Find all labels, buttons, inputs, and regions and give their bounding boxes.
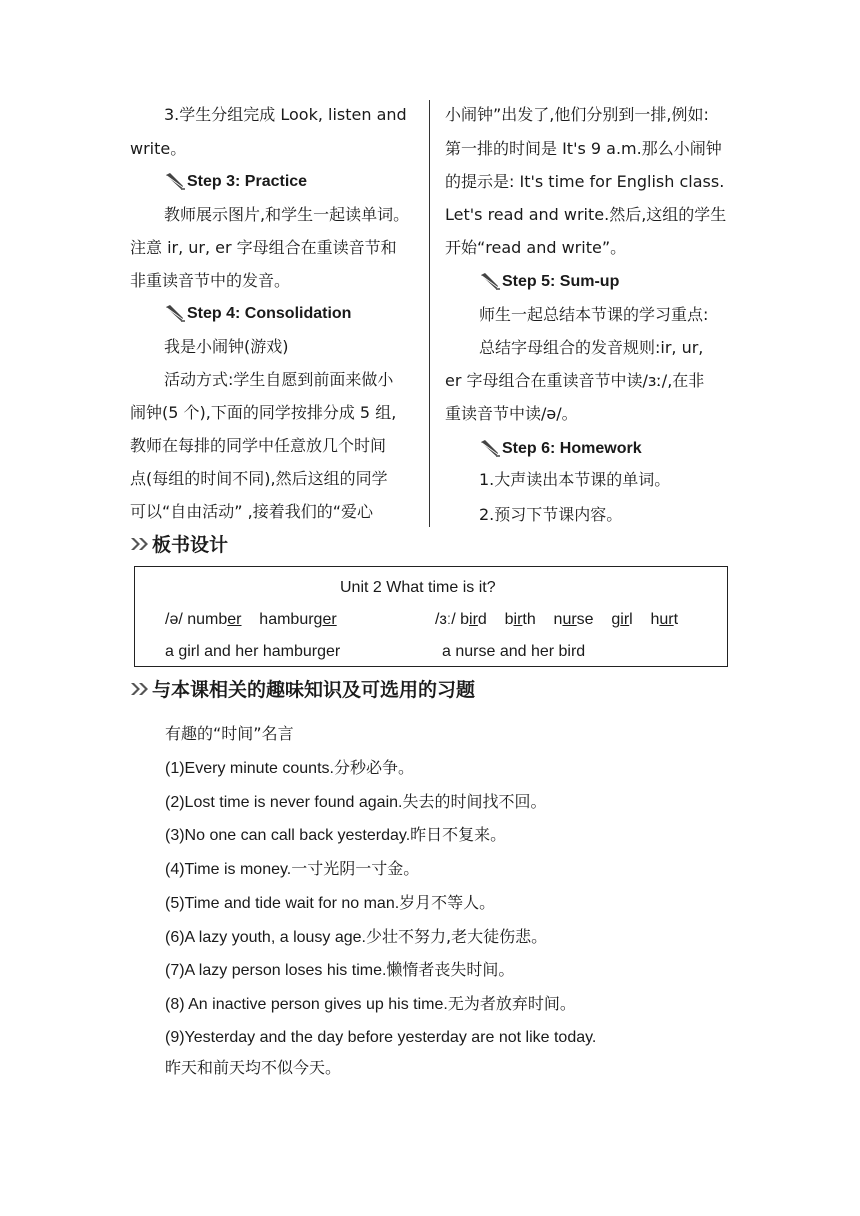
quote-item: (3)No one can call back yesterday.昨日不复来。 [165, 825, 507, 844]
step6-heading [479, 438, 642, 460]
quote-item: (5)Time and tide wait for no man.岁月不等人。 [165, 893, 496, 912]
text-line: 开始“read and write”。 [445, 238, 627, 257]
text-line: 点(每组的时间不同),然后这组的同学 [130, 469, 388, 488]
text-line: 第一排的时间是 It's 9 a.m.那么小闹钟 [445, 139, 722, 158]
text-line: er 字母组合在重读音节中读/ɜː/,在非 [445, 371, 705, 390]
text-line: 闹钟(5 个),下面的同学按排分成 5 组, [130, 403, 397, 422]
text-line: 重读音节中读/ə/。 [445, 404, 578, 423]
board-section-label: 板书设计 [152, 534, 229, 556]
word-hamburger: hamburger [259, 611, 337, 628]
quote-translation: 昨天和前天均不似今天。 [165, 1058, 342, 1077]
word-bird: bird [460, 611, 487, 628]
text-line: 注意 ir, ur, er 字母组合在重读音节和 [130, 238, 397, 257]
text-line: 的提示是: It's time for English class. [445, 172, 725, 191]
text-line: 师生一起总结本节课的学习重点: [479, 305, 709, 324]
word-number: number [187, 611, 242, 628]
step5-label: Step 5: Sum-up [502, 273, 620, 290]
word-birth: birth [504, 611, 536, 628]
phrase-left: a girl and her hamburger [165, 643, 341, 660]
schwa-row [165, 610, 337, 630]
text-line: 教师在每排的同学中任意放几个时间 [130, 436, 387, 455]
quote-item: (6)A lazy youth, a lousy age.少壮不努力,老大徒伤悲。 [165, 927, 548, 946]
pen-icon [479, 272, 501, 290]
text-line: Let's read and write.然后,这组的学生 [445, 205, 727, 224]
text-line: 非重读音节中的发音。 [130, 271, 291, 290]
step3-heading [164, 171, 307, 193]
text-line: 我是小闹钟(游戏) [164, 337, 289, 356]
chevron-double-icon [130, 682, 150, 696]
fun-intro: 有趣的“时间”名言 [165, 724, 294, 743]
text-line: 教师展示图片,和学生一起读单词。 [164, 205, 410, 224]
word-girl: girl [611, 611, 633, 628]
quote-item: (9)Yesterday and the day before yesterday are not like today. [165, 1029, 597, 1046]
word-nurse: nurse [553, 611, 594, 628]
quote-item: (4)Time is money.一寸光阴一寸金。 [165, 859, 420, 878]
text-line: 可以“自由活动” ,接着我们的“爱心 [130, 502, 374, 521]
text-line: 活动方式:学生自愿到前面来做小 [164, 370, 394, 389]
er-row [435, 610, 678, 630]
pen-icon [164, 304, 186, 322]
step6-label: Step 6: Homework [502, 440, 642, 457]
step5-heading [479, 271, 619, 293]
board-title: Unit 2 What time is it? [340, 579, 496, 596]
quote-item: (8) An inactive person gives up his time.无为者放弃时间。 [165, 994, 576, 1013]
pen-icon [164, 172, 186, 190]
step4-label: Step 4: Consolidation [187, 305, 352, 322]
quote-item: (1)Every minute counts.分秒必争。 [165, 758, 414, 777]
text-line: 总结字母组合的发音规则:ir, ur, [479, 338, 704, 357]
step3-label: Step 3: Practice [187, 173, 308, 190]
quote-item: (7)A lazy person loses his time.懒惰者丧失时间。 [165, 960, 515, 979]
phonetic-symbol: /ɜː/ [435, 611, 456, 628]
text-line: write。 [130, 139, 187, 158]
fun-section-label: 与本课相关的趣味知识及可选用的习题 [152, 679, 476, 701]
quote-item: (2)Lost time is never found again.失去的时间找不回。 [165, 792, 547, 811]
text-line: 3.学生分组完成 Look, listen and [164, 105, 407, 124]
phonetic-symbol: /ə/ [165, 611, 183, 628]
board-design-box [134, 566, 728, 667]
column-divider [429, 100, 430, 527]
fun-section-title [130, 678, 475, 702]
phrase-right: a nurse and her bird [442, 643, 586, 660]
step4-heading [164, 303, 351, 325]
word-hurt: hurt [650, 611, 679, 628]
chevron-double-icon [130, 537, 150, 551]
text-line: 小闹钟”出发了,他们分别到一排,例如: [445, 105, 709, 124]
board-section-title [130, 533, 228, 557]
pen-icon [479, 439, 501, 457]
text-line: 1.大声读出本节课的单词。 [479, 470, 671, 489]
text-line: 2.预习下节课内容。 [479, 505, 623, 524]
